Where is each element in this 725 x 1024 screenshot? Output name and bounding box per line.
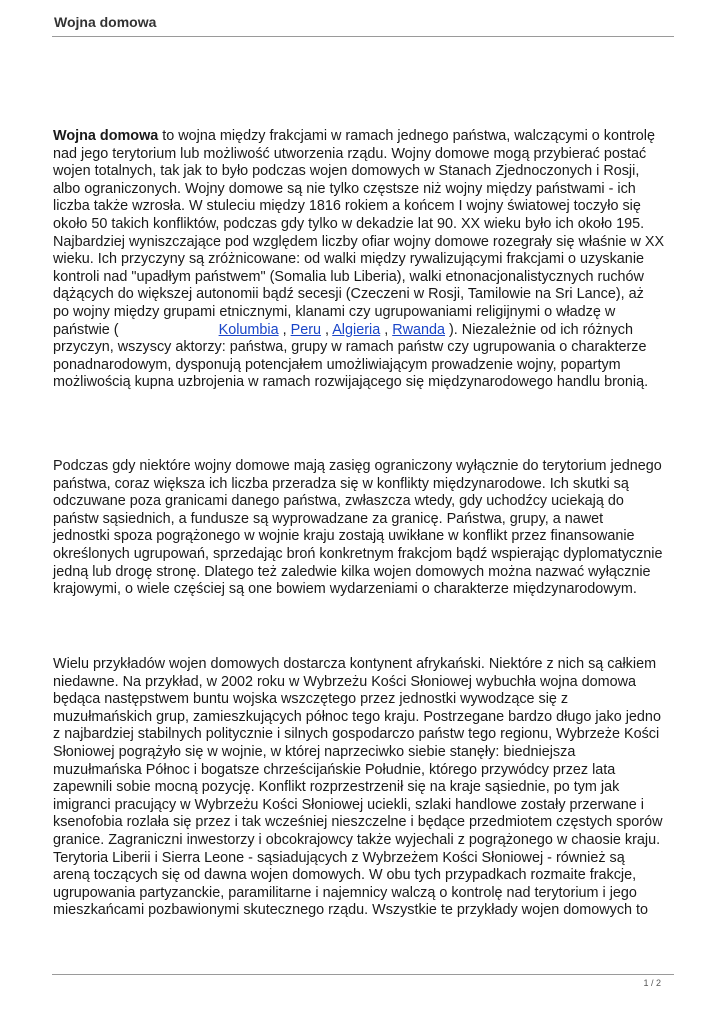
paragraph-international: Podczas gdy niektóre wojny domowe mają zasięg ograniczony wyłącznie do terytorium jednego państwa, coraz większa ich liczba przeradza się w konflikty międzynarodowe. Ich skutki są odczuwane poza granicami danego państwa, zwłaszcza wtedy, gdy uchodźcy uciekają do państw sąsiednich, a fundusze są wyprowadzane za granicę. Państwa, grupy, a nawet jednostki spoza pogrążonego w wojnie kraju zostają uwikłane w konflikt przez finansowanie określonych ugrupowań, sprzedając broń konkretnym frakcjom bądź wspierając dyplomatycznie jedną lub drogę stronę. Dlatego też zaledwie kilka wojen domowych można nazwać wyłącznie krajowymi, o wiele częściej są one bowiem wydarzeniami o charakterze międzynarodowym.: [53, 458, 663, 598]
link-separator: ,: [321, 321, 333, 338]
intro-text-continued: ). Niezależnie od ich różnych przyczyn, wszyscy aktorzy: państwa, grupy w ramach państw czy ugrupowania o charakterze ponadnarodowym, dysponują potencjałem umożliwiającym prowadzenie wojny, popartym możliwością kupna uzbrojenia w ramach rozwijającego się międzynarodowego handlu bronią.: [53, 321, 649, 391]
link-rwanda[interactable]: Rwanda: [392, 321, 446, 338]
intro-text: to wojna między frakcjami w ramach jednego państwa, walczącymi o kontrolę nad jego terytorium lub możliwość utworzenia rządu. Wojny domowe mogą przybierać postać wojen totalnych, tak jak to było podczas wojen domowych w Stanach Zjednoczonych i Rosji, albo ograniczonych. Wojny domowe są nie tylko częstsze niż wojny między państwami - ich liczba także wzrosła. W stuleciu między 1816 rokiem a końcem I wojny światowej toczyło się około 50 takich konfliktów, podczas gdy tylko w dekadzie lat 90. XX wieku było ich około 195. Najbardziej wyniszczające pod względem liczby ofiar wojny domowe rozegrały się właśnie w XX wieku. Ich przyczyny są zróżnicowane: od walki między rywalizującymi frakcjami o uzyskanie kontroli nad "upadłym państwem" (Somalia lub Liberia), walki etnonacjonalistycznych ruchów dążących do większej autonomii bądź secesji (Czeczeni w Rosji, Tamilowie na Sri Lance), aż po wojny między grupami etnicznymi, klanami czy ugrupowaniami religijnymi o władzę w państwie (: [53, 128, 665, 338]
header-divider: [52, 36, 674, 37]
paragraph-intro: [53, 128, 674, 392]
footer-divider: [52, 974, 674, 975]
link-algieria[interactable]: Algieria: [332, 321, 381, 338]
paragraph-africa: Wielu przykładów wojen domowych dostarcza kontynent afrykański. Niektóre z nich są całkiem niedawne. Na przykład, w 2002 roku w Wybrzeżu Kości Słoniowej wybuchła wojna domowa będąca następstwem buntu wojska wszczętego przez jednostki wywodzące się z muzułmańskich grup, zamieszkujących północ tego kraju. Postrzegane bardzo długo jako jedno z najbardziej stabilnych politycznie i silnych gospodarczo państw tego regionu, Wybrzeże Kości Słoniowej pogrążyło się w wojnie, w której naprzeciwko siebie stanęły: biedniejsza muzułmańska Północ i bogatsze chrześcijańskie Południe, którego przywódcy przez lata zapewnili sobie mocną pozycję. Konflikt rozprzestrzenił się na kraje sąsiednie, po tym jak imigranci pracujący w Wybrzeżu Kości Słoniowej uciekli, szlaki handlowe zostały przerwane i ksenofobia rozlała się przez i tak wcześniej nieszczelne i będące przedmiotem częstych sporów granice. Zagraniczni inwestorzy i obcokrajowcy także wyjechali z pogrążonego w chaosie kraju. Terytoria Liberii i Sierra Leone - sąsiadujących z Wybrzeżem Kości Słoniowej - również są areną toczących się od dawna wojen domowych. W obu tych przypadkach rozmaite frakcje, ugrupowania partyzanckie, paramilitarne i najemnicy walczą o kontrolę nad terytorium i jego mieszkańcami pozbawionymi skutecznego rządu. Wszystkie te przykłady wojen domowych to: [53, 656, 663, 919]
page-number: 1 / 2: [643, 978, 661, 988]
term-bold: Wojna domowa: [53, 128, 159, 144]
link-peru[interactable]: Peru: [290, 321, 321, 338]
page-header-title: Wojna domowa: [54, 14, 157, 30]
link-kolumbia[interactable]: Kolumbia: [218, 321, 279, 338]
link-separator: ,: [380, 321, 393, 338]
link-separator: ,: [278, 321, 291, 338]
